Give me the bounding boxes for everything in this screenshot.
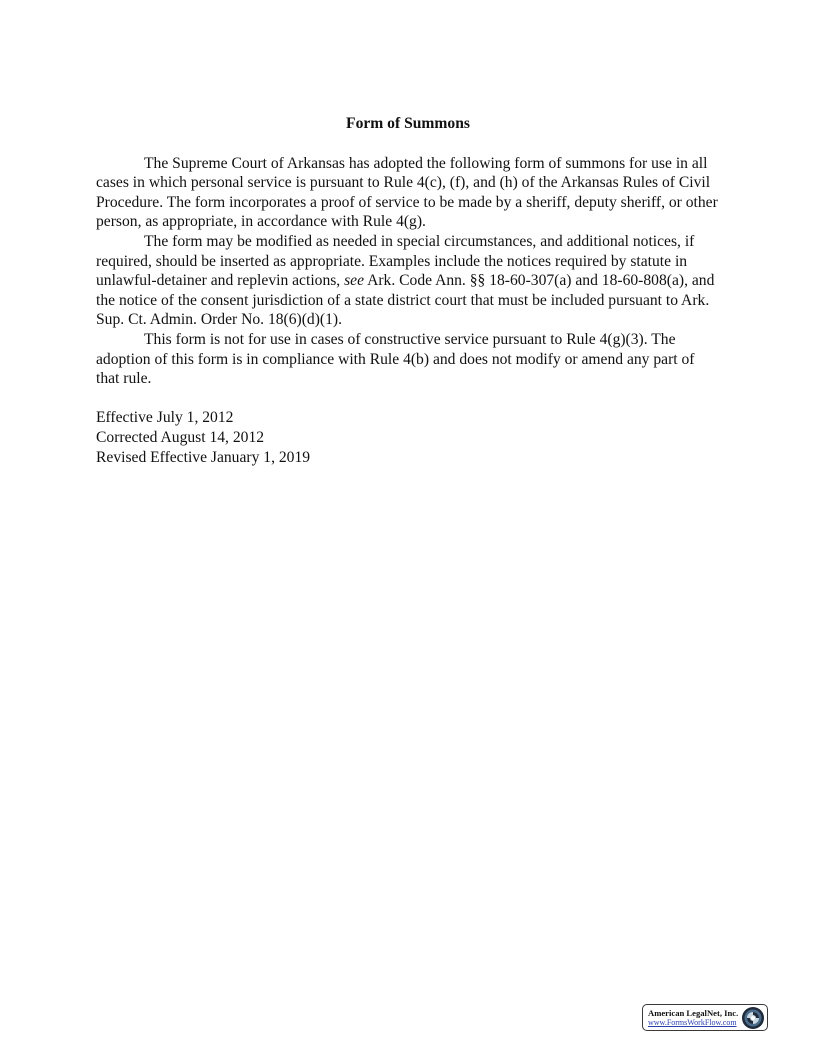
badge-url-link[interactable]: www.FormsWorkFlow.com [648, 1018, 737, 1027]
paragraph-1 [96, 154, 720, 232]
badge-company-name: American LegalNet, Inc. [648, 1008, 739, 1018]
paragraph-2 [96, 232, 720, 330]
document-title: Form of Summons [346, 115, 470, 132]
date-corrected: Corrected August 14, 2012 [96, 428, 265, 446]
paragraph-2-text-start: The form may be modified as needed in special circumstances, and additional notices, if required, should be inserted as appropriate. Examples include the notices required by statute in unlawful-detainer and replevin actions, [96, 232, 695, 290]
effective-dates [96, 408, 720, 467]
document-page [96, 114, 720, 467]
date-revised: Revised Effective January 1, 2019 [96, 448, 311, 466]
paragraph-3-text: This form is not for use in cases of constructive service pursuant to Rule 4(g)(3). The adoption of this form is in compliance with Rule 4(b) and does not modify or amend any part of that rule. [96, 330, 695, 388]
paragraph-3 [96, 330, 720, 389]
paragraph-1-text: The Supreme Court of Arkansas has adopted the following form of summons for use in all cases in which personal service is pursuant to Rule 4(c), (f), and (h) of the Arkansas Rules of Civil Procedure. The form incorporates a proof of service to be made by a sheriff, deputy sheriff, or other person, as appropriate, in accordance with Rule 4(g). [96, 154, 718, 231]
paragraph-2-emphasis: see [344, 272, 365, 290]
date-effective: Effective July 1, 2012 [96, 409, 234, 427]
globe-icon [741, 1006, 765, 1030]
paragraph-2-text-end: Ark. Code Ann. §§ 18-60-307(a) and 18-60-808(a), and the notice of the consent jurisdiction of a state district court that must be included pursuant to Ark. Sup. Ct. Admin. Order No. 18(6)(d)(1). [96, 272, 715, 329]
footer-badge[interactable] [642, 1004, 768, 1031]
